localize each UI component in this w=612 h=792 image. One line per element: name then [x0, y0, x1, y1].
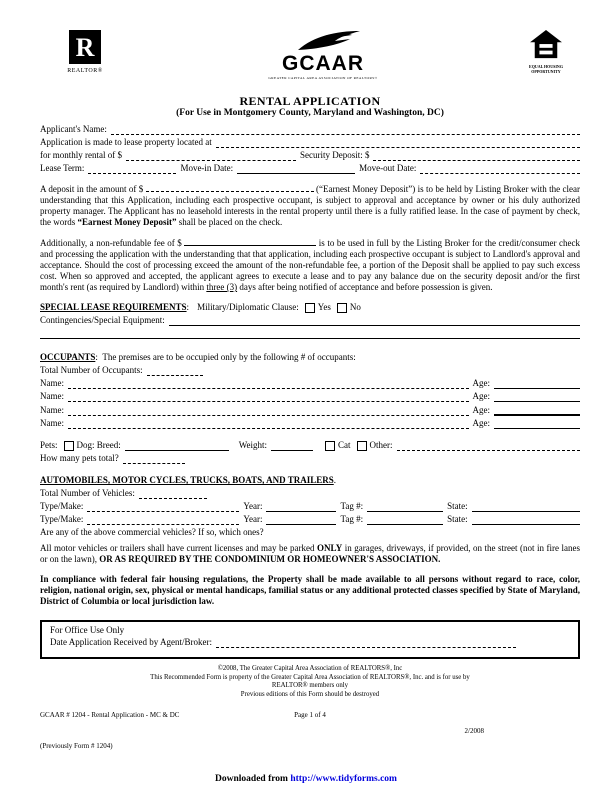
pet-weight-field[interactable] [271, 440, 313, 451]
downloaded-from-line [0, 774, 612, 784]
footer-line4: Previous editions of this Form should be destroyed [240, 690, 380, 698]
military-clause-yes-label: Yes [317, 302, 331, 312]
occupant-name-label: Name: [40, 405, 64, 415]
lease-term-field[interactable] [88, 163, 176, 174]
tidyforms-link[interactable]: http://www.tidyforms.com [290, 774, 397, 784]
equal-housing-label-line1: EQUAL HOUSING [529, 64, 563, 69]
military-clause-no-checkbox[interactable] [337, 303, 347, 313]
deposit-text-bold: “Earnest Money Deposit” [77, 217, 177, 227]
security-deposit-label: Security Deposit: $ [299, 150, 370, 160]
downloaded-from-text: Downloaded from [215, 774, 291, 784]
footer-form-id: GCAAR # 1204 - Rental Application - MC & DC [40, 711, 180, 719]
parking-paragraph [40, 543, 580, 565]
move-out-label: Move-out Date: [359, 163, 417, 173]
pet-other-label: Other: [369, 440, 393, 450]
occupants-colon: : [95, 352, 98, 362]
footer-page-number: Page 1 of 4 [294, 711, 326, 719]
footer-previous-form: (Previously Form # 1204) [40, 742, 113, 750]
occupant-name-field-4[interactable] [68, 418, 469, 429]
fee-text-b: is to be used in full by the Listing Broker for the credit/consumer check and processing the application with the understanding that that application, including each prospective occupant is subject to Landlord's approval and acceptance. Should the cost of processing exceed the amount of the non-refundable fee, a portion of the Deposit shall be applied to pay such excess cost. When so approved and accepted, the applicant agrees to execute a lease and to pay any balance due on the security deposit and/or the first month's rent (as required by Landlord) within [40, 238, 581, 292]
vehicle-year-label: Year: [243, 501, 263, 511]
date-received-label: Date Application Received by Agent/Broker: [50, 637, 212, 647]
pet-breed-field[interactable] [125, 440, 229, 451]
commercial-vehicles-question: Are any of the above commercial vehicles? If so, which ones? [40, 527, 264, 537]
contingencies-label: Contingencies/Special Equipment: [40, 315, 165, 325]
page-title: RENTAL APPLICATION [239, 94, 381, 108]
vehicle-state-field-2[interactable] [472, 514, 580, 525]
property-location-field[interactable] [216, 137, 580, 148]
footer-date: 2/2008 [464, 727, 484, 735]
total-occupants-label: Total Number of Occupants: [40, 365, 143, 375]
pet-weight-label: Weight: [238, 440, 268, 450]
equal-housing-house-icon [530, 30, 562, 60]
occupant-name-field-3[interactable] [68, 405, 469, 416]
pet-cat-checkbox[interactable] [325, 441, 335, 451]
pet-dog-breed-label: Dog: Breed: [76, 440, 121, 450]
property-location-label: Application is made to lease property located at [40, 137, 212, 147]
occupants-heading: OCCUPANTS [40, 352, 96, 362]
date-received-field[interactable] [216, 637, 516, 648]
move-out-field[interactable] [420, 163, 580, 174]
parking-text-bold: OR AS REQUIRED BY THE CONDOMINIUM OR HOMEOWNER'S ASSOCIATION. [99, 554, 441, 564]
deposit-text-b: (“Earnest Money Deposit”) is to be held by Listing Broker with the clear understanding that this Application, including each prospective occupant, is subject to approval and acceptance by owner or his duly authorized property manager. The Applicant has no leasehold interests in the rental property until there is a fully ratified lease. In the case of payment by check, the words [40, 184, 581, 227]
footer-line2: This Recommended Form is property of the Greater Capital Area Association of REALTORS®, Inc. and is for use by [150, 673, 470, 681]
pet-dog-checkbox[interactable] [64, 441, 74, 451]
gcaar-logo-word: GCAAR [281, 52, 364, 75]
vehicle-type-field-2[interactable] [87, 514, 239, 525]
total-vehicles-field[interactable] [139, 488, 207, 499]
contingencies-field[interactable] [169, 315, 580, 326]
monthly-rental-label: for monthly rental of $ [40, 150, 122, 160]
occupant-age-field-1[interactable] [494, 378, 580, 389]
equal-housing-label-line2: OPPORTUNITY [531, 69, 561, 74]
vehicle-state-field-1[interactable] [472, 501, 580, 512]
equal-housing-label [520, 64, 572, 74]
fee-text-underline: three (3) [206, 282, 238, 292]
military-clause-label: Military/Diplomatic Clause: [197, 302, 299, 312]
security-deposit-field[interactable] [373, 150, 580, 161]
parking-text-c: in garages, driveways, if provided, on the street (not in fire lanes or on the lawn), [40, 543, 580, 564]
occupant-age-label: Age: [472, 418, 490, 428]
office-use-title: For Office Use Only [50, 625, 125, 635]
military-clause-yes-checkbox[interactable] [305, 303, 315, 313]
vehicle-state-label: State: [447, 501, 468, 511]
occupant-age-label: Age: [472, 405, 490, 415]
vehicles-heading: AUTOMOBILES, MOTOR CYCLES, TRUCKS, BOATS, AND TRAILERS [40, 475, 334, 485]
occupant-age-label: Age: [472, 391, 490, 401]
applicant-name-field[interactable] [111, 124, 580, 135]
footer-line3: REALTOR® members only [271, 682, 349, 689]
footer-copyright: ©2008, The Greater Capital Area Association of REALTORS®, Inc [217, 665, 403, 672]
vehicle-state-label: State: [447, 514, 468, 524]
realtor-r-icon: R [69, 30, 101, 64]
special-lease-colon: : [186, 302, 190, 312]
vehicles-heading-period: . [333, 475, 336, 485]
vehicle-year-label: Year: [243, 514, 263, 524]
footer-meta-row [40, 710, 580, 721]
occupant-age-field-4[interactable] [494, 418, 580, 429]
move-in-field[interactable] [237, 163, 355, 174]
vehicle-tag-field-1[interactable] [367, 501, 443, 512]
pet-other-field[interactable] [397, 440, 580, 451]
parking-text-a: All motor vehicles or trailers shall have current licenses and may be parked [40, 543, 318, 553]
vehicle-tag-label: Tag #: [340, 514, 364, 524]
gcaar-eagle-icon [284, 30, 362, 52]
deposit-paragraph [40, 183, 580, 228]
occupant-age-field-3[interactable] [494, 404, 580, 416]
office-use-box [40, 620, 580, 659]
fee-amount-field[interactable] [184, 237, 316, 246]
lease-term-label: Lease Term: [40, 163, 85, 173]
special-lease-heading: SPECIAL LEASE REQUIREMENTS [40, 302, 187, 312]
pets-label: Pets: [40, 440, 58, 450]
equal-housing-logo [520, 30, 572, 74]
occupant-name-field-2[interactable] [68, 391, 469, 402]
vehicle-tag-field-2[interactable] [367, 514, 443, 525]
vehicle-year-field-2[interactable] [266, 514, 336, 525]
pet-other-checkbox[interactable] [357, 441, 367, 451]
deposit-amount-field[interactable] [146, 183, 314, 192]
pet-cat-label: Cat [338, 440, 351, 450]
gcaar-logo-subtext: GREATER CAPITAL AREA ASSOCIATION OF REALTORS® [268, 76, 378, 80]
deposit-text-a: A deposit in the amount of $ [40, 184, 144, 194]
page-subtitle: (For Use in Montgomery County, Maryland and Washington, DC) [176, 108, 444, 118]
occupant-age-field-2[interactable] [494, 391, 580, 402]
vehicle-year-field-1[interactable] [266, 501, 336, 512]
pets-total-field[interactable] [123, 453, 185, 464]
occupant-age-label: Age: [472, 378, 490, 388]
fee-paragraph [40, 237, 580, 293]
realtor-logo-label: REALTOR® [67, 68, 103, 74]
contingencies-field-line2[interactable] [40, 326, 580, 339]
vehicle-tag-label: Tag #: [340, 501, 364, 511]
occupant-name-label: Name: [40, 378, 64, 388]
deposit-text-d: shall be placed on the check. [176, 217, 283, 227]
move-in-label: Move-in Date: [180, 163, 234, 173]
gcaar-logo [268, 30, 377, 84]
realtor-logo [62, 30, 108, 77]
total-occupants-field[interactable] [147, 365, 203, 376]
occupant-name-label: Name: [40, 391, 64, 401]
occupants-heading-rest: The premises are to be occupied only by the following # of occupants: [102, 352, 356, 362]
occupant-name-field-1[interactable] [68, 378, 469, 389]
vehicle-type-label: Type/Make: [40, 501, 84, 511]
vehicle-type-field-1[interactable] [87, 501, 239, 512]
occupant-name-label: Name: [40, 418, 64, 428]
military-clause-no-label: No [349, 302, 361, 312]
total-vehicles-label: Total Number of Vehicles: [40, 488, 135, 498]
applicant-name-label: Applicant's Name: [40, 124, 107, 134]
pets-total-label: How many pets total? [40, 453, 119, 463]
parking-text-only: ONLY [317, 543, 343, 553]
monthly-rental-field[interactable] [126, 150, 296, 161]
fee-text-a: Additionally, a non-refundable fee of $ [40, 238, 182, 248]
vehicle-type-label: Type/Make: [40, 514, 84, 524]
fee-text-d: days after being notified of acceptance and before possession is given. [237, 282, 493, 292]
footer-legal [40, 665, 580, 699]
fair-housing-paragraph: In compliance with federal fair housing regulations, the Property shall be made available to all persons without regard to race, color, religion, national origin, sex, physical or mental handicaps, familial status or any additional protected classes specified by State of Maryland, District of Columbia or local jurisdiction law. [40, 574, 580, 606]
header-logo-row [40, 30, 580, 90]
